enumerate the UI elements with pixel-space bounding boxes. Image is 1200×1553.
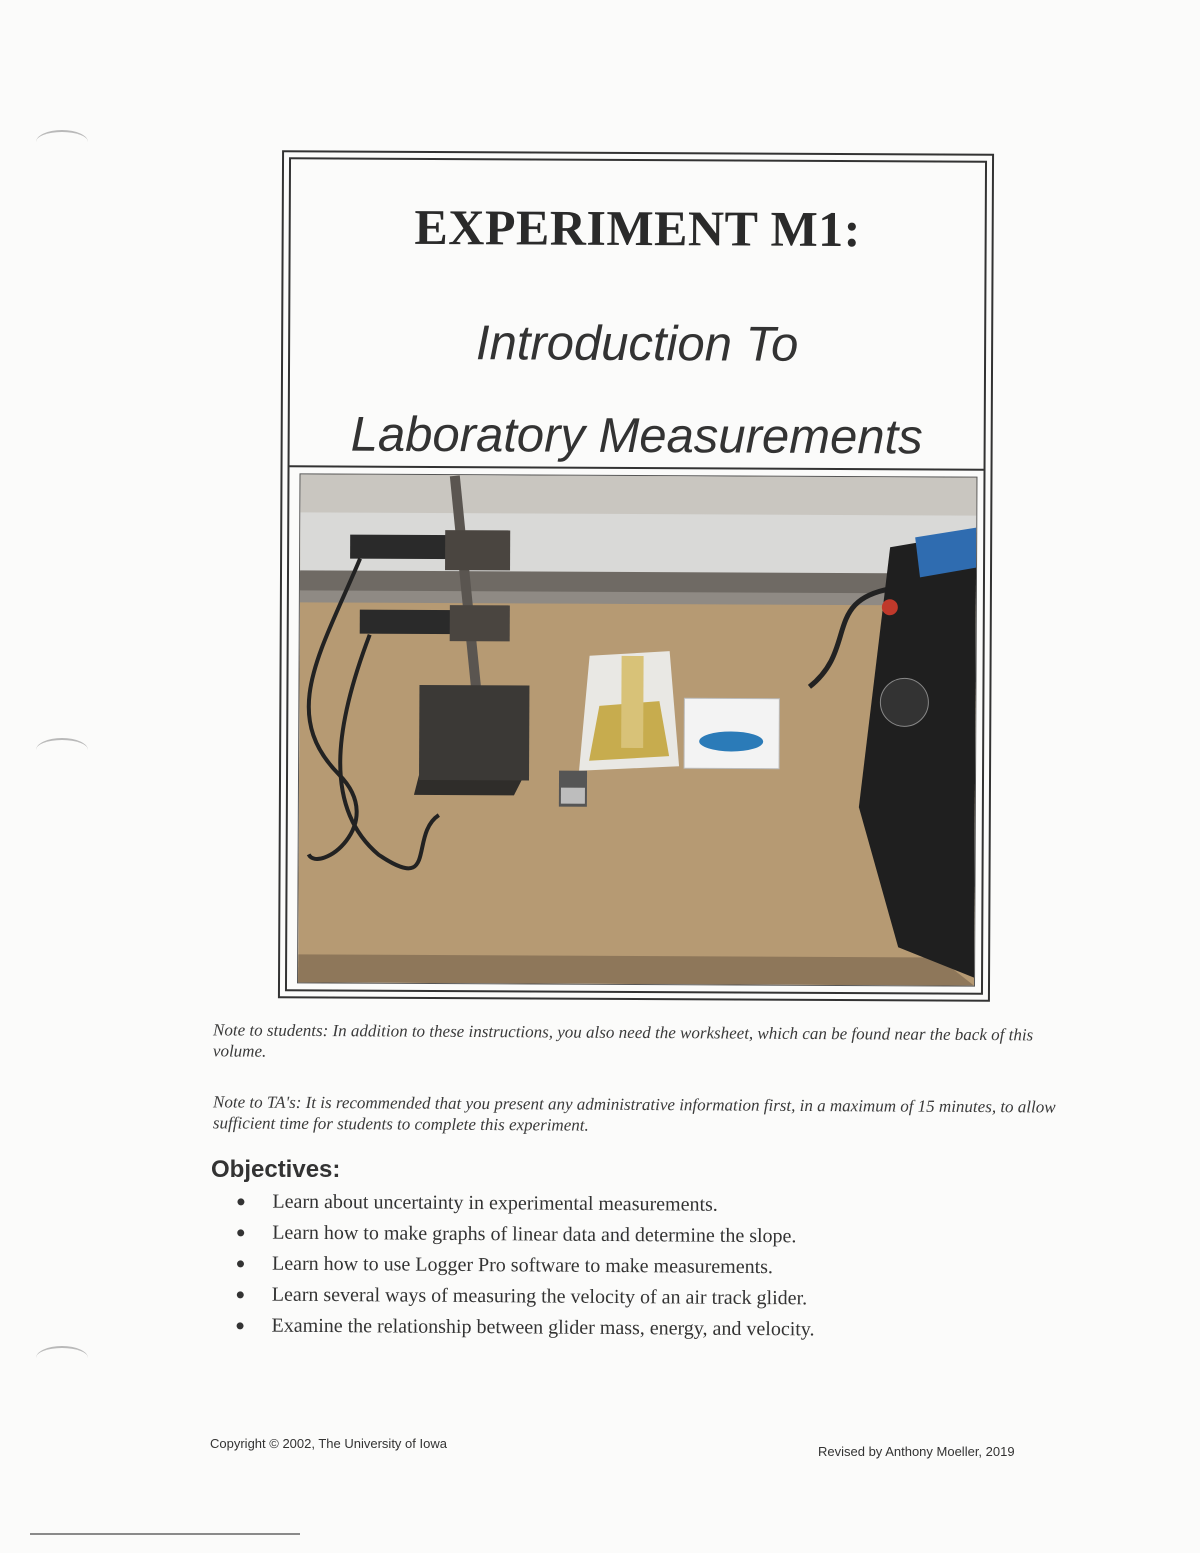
photogate-lower bbox=[360, 610, 460, 634]
title-frame bbox=[278, 150, 994, 1001]
objectives-list bbox=[231, 1187, 992, 1347]
revision-notice: Revised by Anthony Moeller, 2019 bbox=[818, 1444, 1015, 1459]
objective-text: Learn about uncertainty in experimental measurements. bbox=[272, 1190, 718, 1216]
stand-base-top bbox=[419, 685, 529, 781]
page-title: EXPERIMENT M1: bbox=[414, 198, 862, 258]
objective-text: Learn how to use Logger Pro software to make measurements. bbox=[271, 1252, 774, 1279]
bullet-icon bbox=[237, 1260, 244, 1267]
note-to-students: Note to students: In addition to these instructions, you also need the worksheet, which can be found near the back of this volume. bbox=[212, 1020, 1034, 1061]
apparatus-illustration bbox=[298, 474, 976, 985]
bullet-icon bbox=[237, 1198, 244, 1205]
bullet-icon bbox=[237, 1291, 244, 1298]
mass-label bbox=[561, 788, 585, 804]
clamp-lower bbox=[450, 605, 510, 641]
wall bbox=[300, 474, 976, 517]
note-to-tas: Note to TA's: It is recommended that you present any administrative information first, in a maximum of 15 minutes, to allow sufficient time for students to complete this experiment. bbox=[212, 1092, 1056, 1135]
power-knob bbox=[880, 678, 928, 726]
table-edge bbox=[298, 954, 974, 985]
clamp-upper bbox=[445, 530, 510, 570]
objective-text: Learn how to make graphs of linear data and determine the slope. bbox=[272, 1221, 797, 1248]
binder-hole-mark bbox=[36, 738, 88, 762]
subtitle-line-2: Laboratory Measurements bbox=[350, 407, 923, 465]
copyright-notice: Copyright © 2002, The University of Iowa bbox=[210, 1436, 447, 1451]
bullet-icon bbox=[237, 1322, 244, 1329]
title-frame-inner bbox=[285, 157, 987, 994]
scan-edge-line bbox=[30, 1533, 300, 1535]
subtitle-line-1: Introduction To bbox=[475, 316, 799, 372]
glider-fin bbox=[621, 656, 643, 748]
title-divider bbox=[290, 465, 984, 470]
apparatus-photo bbox=[297, 473, 977, 986]
bullet-icon bbox=[237, 1229, 244, 1236]
objective-text: Learn several ways of measuring the velocity of an air track glider. bbox=[271, 1283, 808, 1310]
binder-hole-mark bbox=[36, 1346, 88, 1370]
list-item bbox=[231, 1311, 991, 1347]
objective-text: Examine the relationship between glider mass, energy, and velocity. bbox=[271, 1314, 815, 1341]
binder-hole-mark bbox=[36, 130, 88, 154]
objectives-heading: Objectives: bbox=[211, 1156, 341, 1183]
photogate-upper bbox=[350, 535, 460, 560]
power-switch bbox=[882, 599, 898, 615]
